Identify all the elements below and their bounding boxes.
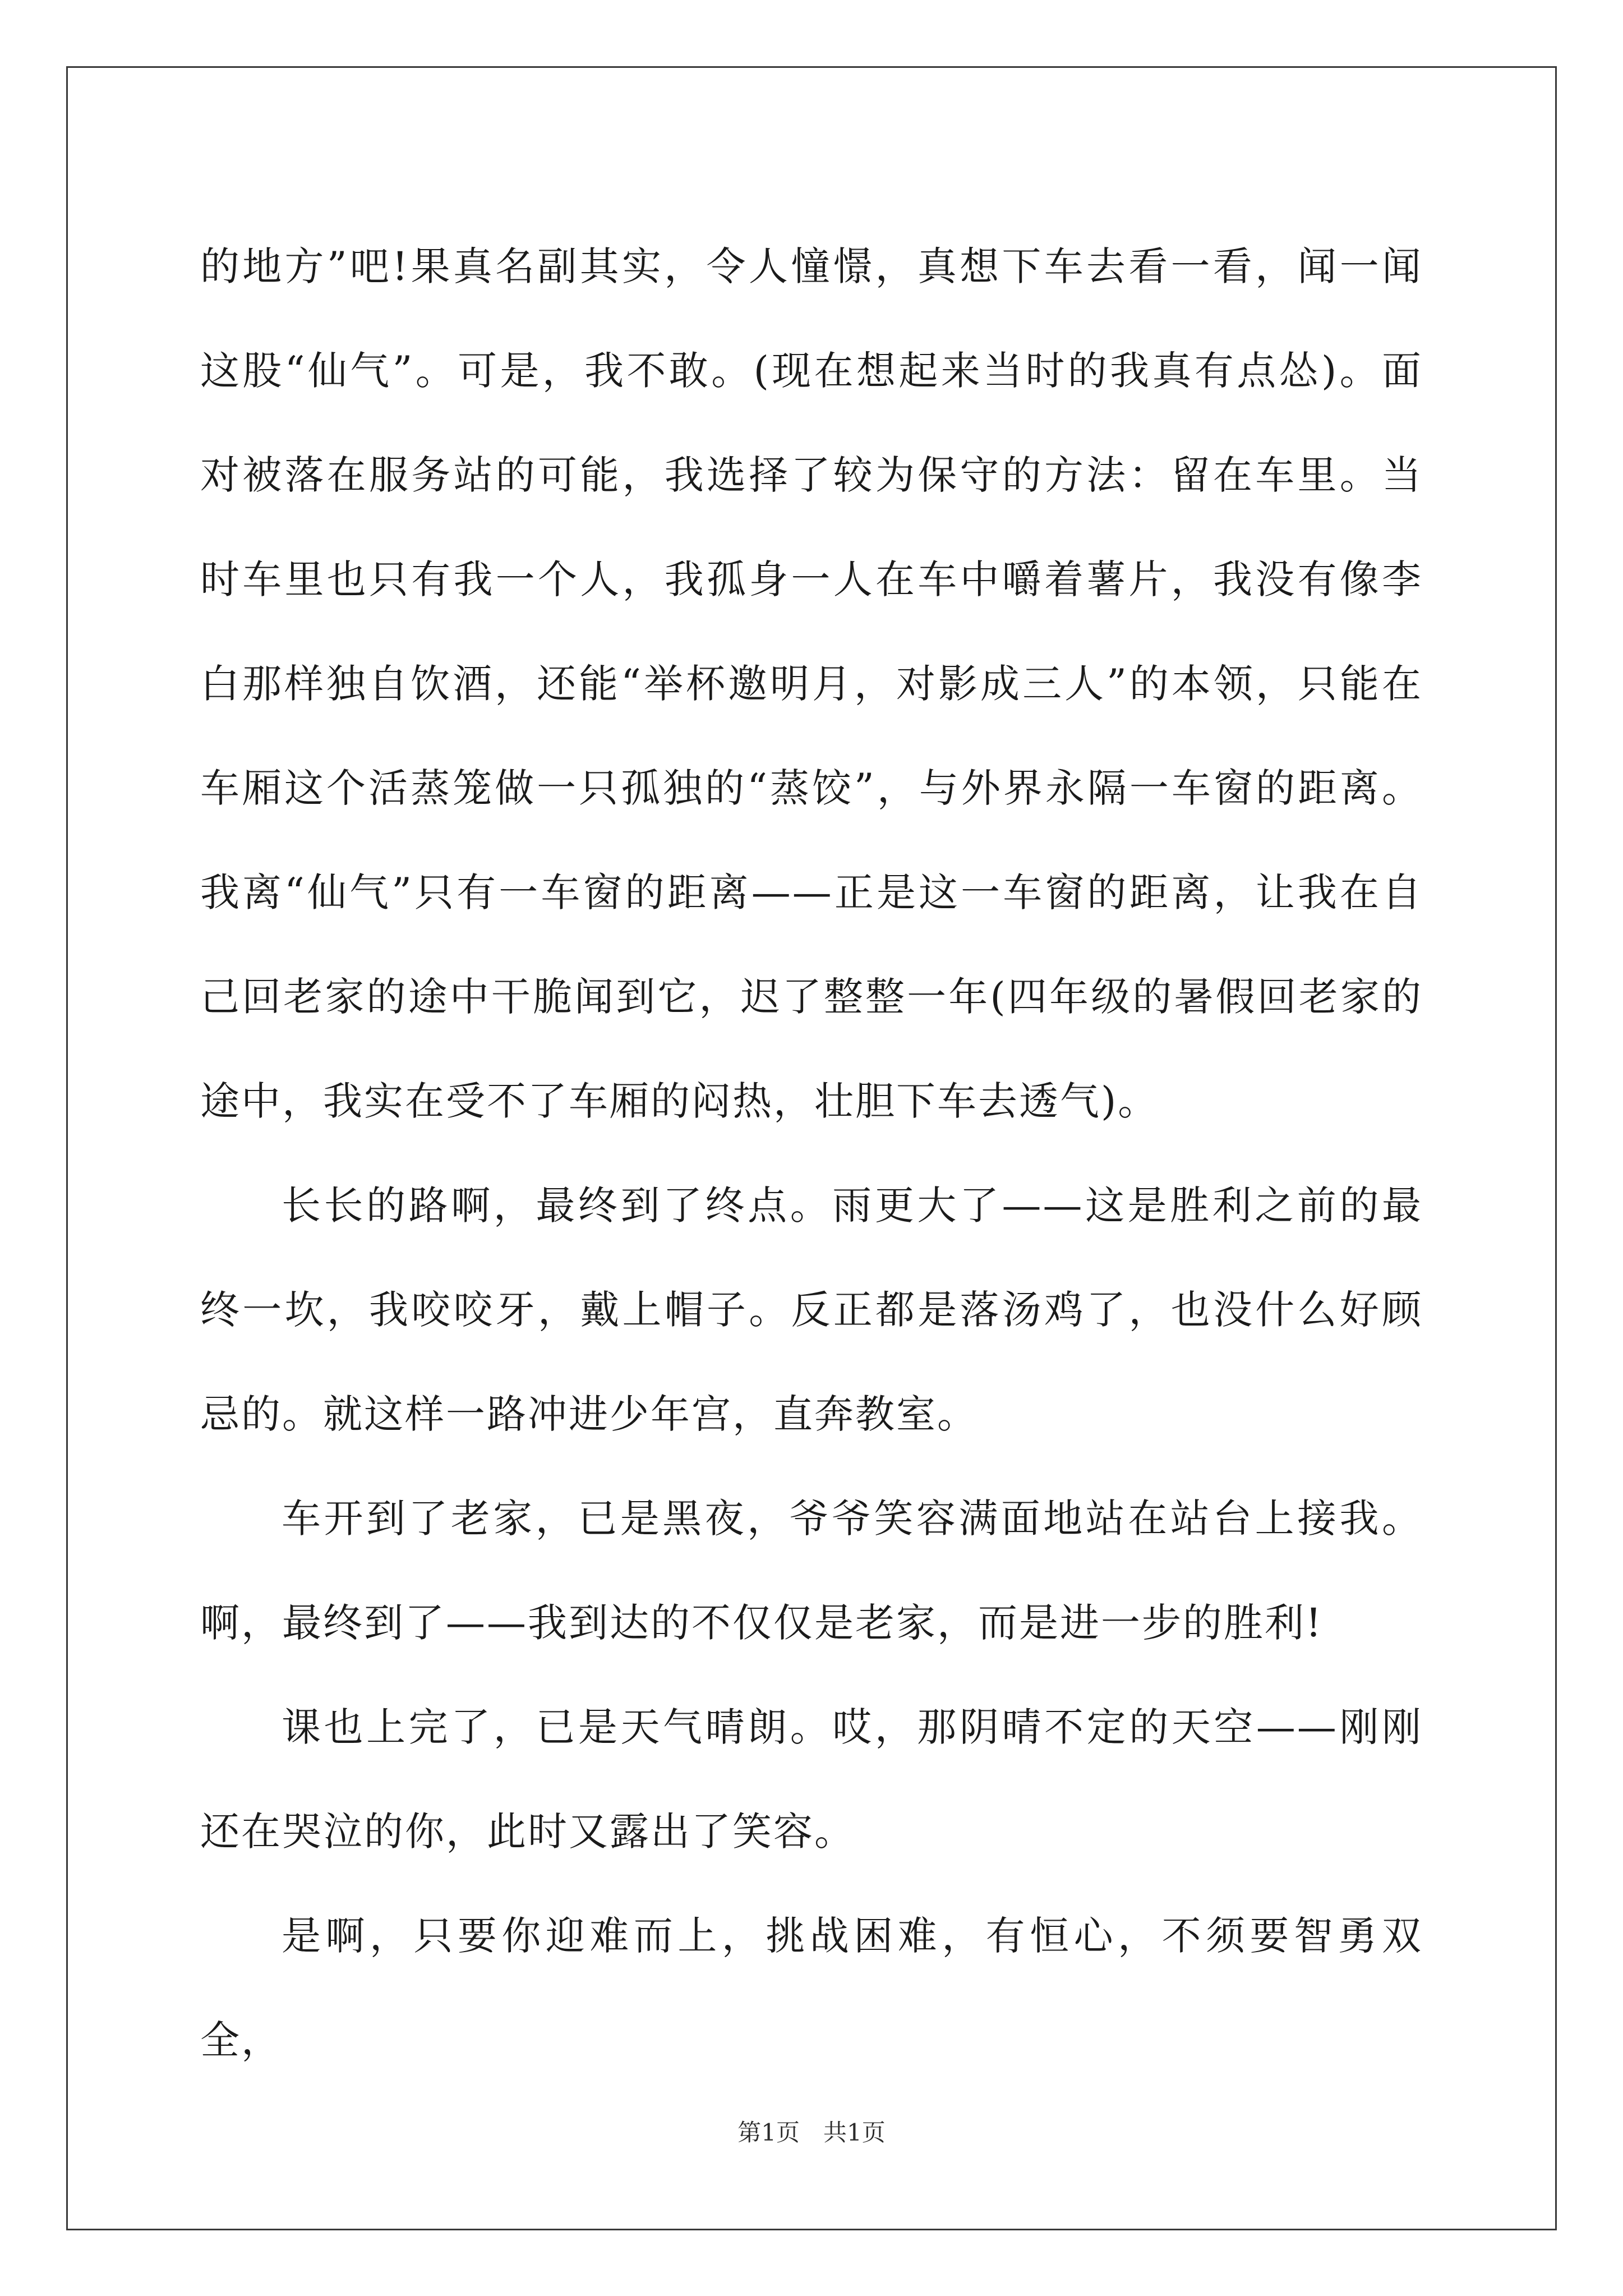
paragraph-1: 的地方”吧!果真名副其实，令人憧憬，真想下车去看一看，闻一闻这股“仙气”。可是，我不敢。(现在想起来当时的我真有点怂)。面对被落在服务站的可能，我选择了较为保守的方法：留在车里。当时车里也只有我一个人，我孤身一人在车中嚼着薯片，我没有像李白那样独自饮酒，还能“举杯邀明月，对影成三人”的本领，只能在车厢这个活蒸笼做一只孤独的“蒸饺”，与外界永隔一车窗的距离。我离“仙气”只有一车窗的距离——正是这一车窗的距离，让我在自己回老家的途中干脆闻到它，迟了整整一年(四年级的暑假回老家的途中，我实在受不了车厢的闷热，壮胆下车去透气)。 <box>200 243 1423 1124</box>
page-number-footer: 第1页 共1页 <box>737 2119 886 2146</box>
paragraph-2: 长长的路啊，最终到了终点。雨更大了——这是胜利之前的最终一坎，我咬咬牙，戴上帽子。反正都是落汤鸡了，也没什么好顾忌的。就这样一路冲进少年宫，直奔教室。 <box>200 1182 1423 1437</box>
document-body <box>200 214 1423 2092</box>
paragraph-4: 课也上完了，已是天气晴朗。哎，那阴晴不定的天空——刚刚还在哭泣的你，此时又露出了笑容。 <box>200 1704 1423 1855</box>
paragraph-3: 车开到了老家，已是黑夜，爷爷笑容满面地站在站台上接我。啊，最终到了——我到达的不仅仅是老家，而是进一步的胜利! <box>200 1496 1423 1646</box>
paragraph-5: 是啊，只要你迎难而上，挑战困难，有恒心，不须要智勇双全， <box>200 1913 1423 2063</box>
